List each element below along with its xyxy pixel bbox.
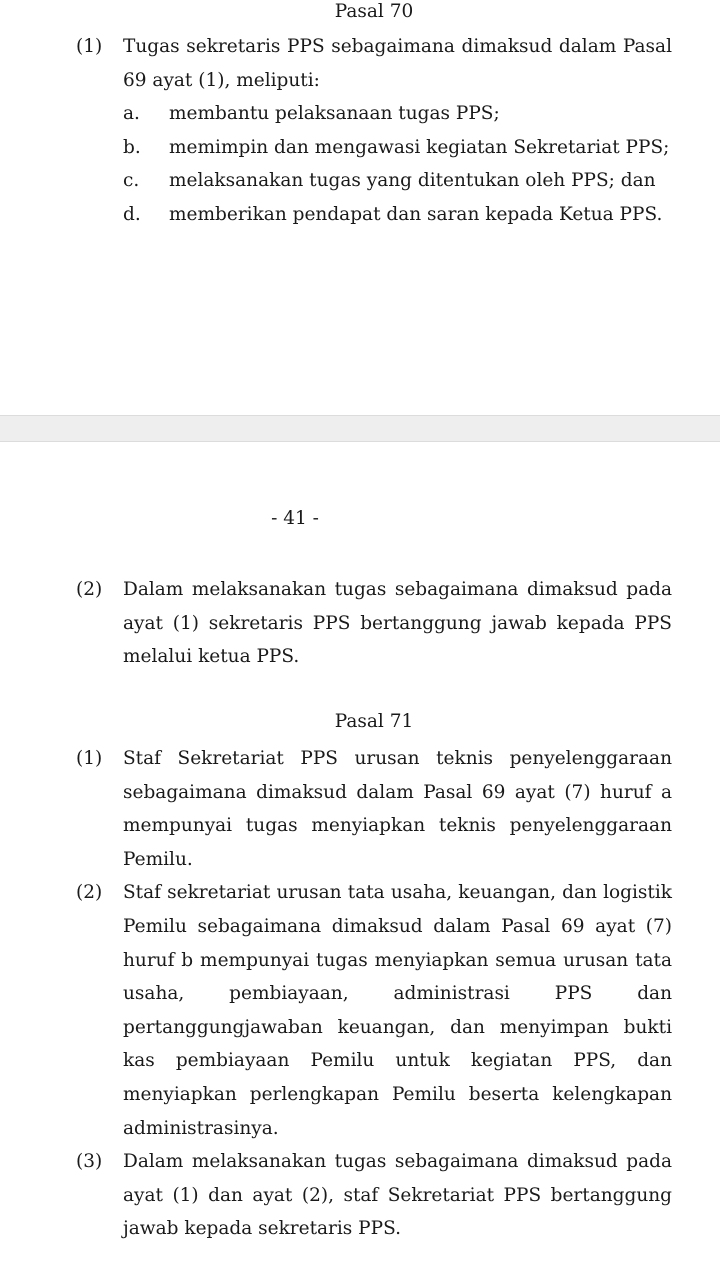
- list-text: memberikan pendapat dan saran kepada Ketua PPS.: [169, 203, 663, 225]
- document-page-top: [0, 0, 720, 415]
- paragraph-text: Dalam melaksanakan tugas sebagaimana dimaksud pada ayat (1) sekretaris PPS bertanggung jawab kepada PPS melalui ketua PPS.: [123, 579, 672, 668]
- paragraph-number: (1): [76, 36, 103, 57]
- list-letter: c.: [123, 170, 140, 192]
- paragraph-text: Dalam melaksanakan tugas sebagaimana dimaksud pada ayat (1) dan ayat (2), staf Sekretariat PPS bertanggung jawab kepada sekretaris PPS.: [123, 1151, 672, 1240]
- pasal-70-ayat-1: [76, 30, 672, 232]
- paragraph-text: Tugas sekretaris PPS sebagaimana dimaksud dalam Pasal 69 ayat (1), meliputi:: [123, 36, 672, 91]
- list-item: [76, 131, 672, 165]
- list-letter: d.: [123, 203, 141, 225]
- pasal-71-heading: Pasal 71: [334, 711, 414, 732]
- document-page-bottom: [0, 442, 720, 1280]
- list-text: membantu pelaksanaan tugas PPS;: [169, 103, 500, 125]
- paragraph-item: [76, 876, 672, 1145]
- paragraph-number: (3): [76, 1151, 103, 1173]
- page-number: - 41 -: [271, 508, 319, 529]
- list-item: [76, 164, 672, 198]
- list-letter: b.: [123, 136, 141, 158]
- list-item: [76, 97, 672, 131]
- paragraph-number: (1): [76, 748, 103, 769]
- list-item: [76, 198, 672, 232]
- pasal-70-ayat-2: [76, 573, 672, 674]
- list-text: memimpin dan mengawasi kegiatan Sekretariat PPS;: [169, 136, 670, 158]
- list-text: melaksanakan tugas yang ditentukan oleh PPS; dan: [169, 170, 656, 192]
- pasal-70-heading: Pasal 70: [334, 1, 414, 22]
- paragraph-number: (2): [76, 579, 103, 600]
- paragraph-item: [76, 573, 672, 674]
- list-letter: a.: [123, 103, 140, 125]
- paragraph-item: [76, 742, 672, 876]
- paragraph-text: Staf Sekretariat PPS urusan teknis penyelenggaraan sebagaimana dimaksud dalam Pasal 69 ayat (7) huruf a mempunyai tugas menyiapkan teknis penyelenggaraan Pemilu.: [123, 748, 672, 870]
- pasal-71-body: [76, 742, 672, 1246]
- paragraph-item: [76, 1145, 672, 1246]
- paragraph-item: [76, 30, 672, 97]
- page-separator: [0, 415, 720, 442]
- paragraph-number: (2): [76, 882, 103, 904]
- paragraph-text: Staf sekretariat urusan tata usaha, keuangan, dan logistik Pemilu sebagaimana dimaksud dalam Pasal 69 ayat (7) huruf b mempunyai tugas menyiapkan semua urusan tata usaha, pembiayaan, administrasi PPS dan pertanggungjawaban keuangan, dan menyimpan bukti kas pembiayaan Pemilu untuk kegiatan PPS, dan menyiapkan perlengkapan Pemilu beserta kelengkapan administrasinya.: [123, 882, 672, 1139]
